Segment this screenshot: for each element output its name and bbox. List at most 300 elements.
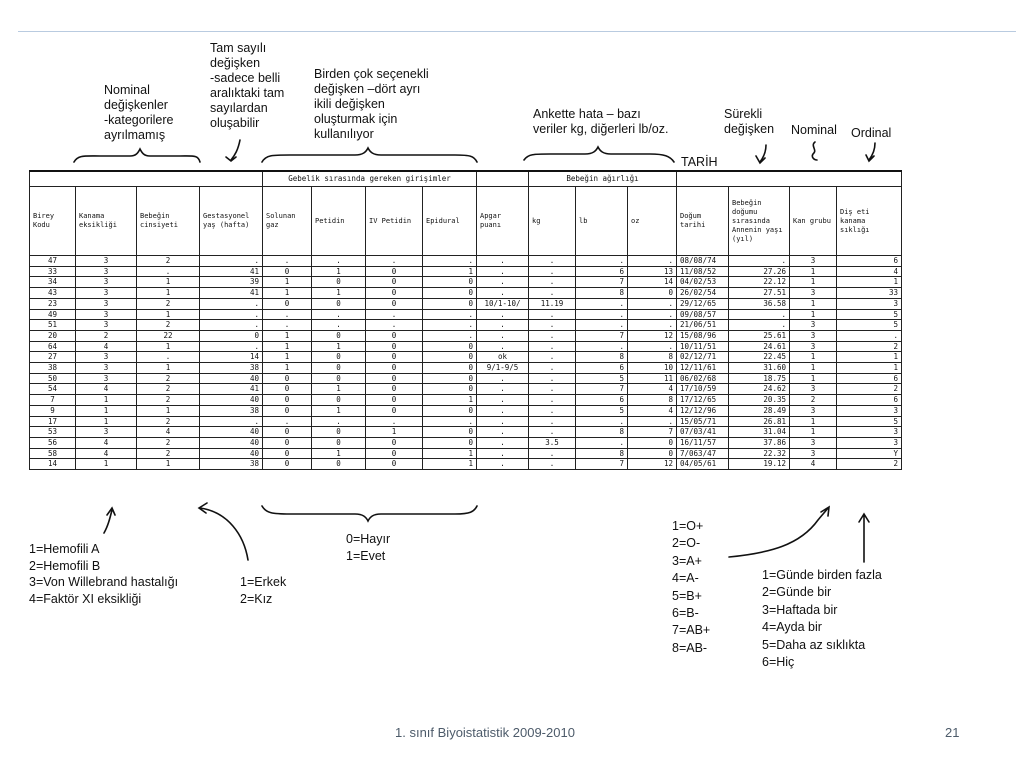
table-cell: 24.62 [729,384,790,395]
table-cell: . [366,416,423,427]
table-cell: 1 [312,288,366,299]
table-cell: 06/02/68 [677,373,729,384]
table-cell: 1 [790,266,837,277]
table-cell: . [477,416,529,427]
table-cell: 4 [76,448,137,459]
legend-sex: 1=Erkek 2=Kız [240,575,287,606]
table-cell: 3 [76,427,137,438]
table-cell: 1 [837,352,902,363]
table-cell: . [477,395,529,406]
table-cell: . [312,309,366,320]
table-cell: 0 [628,437,677,448]
table-cell: 1 [137,405,200,416]
table-cell: 23 [30,298,76,309]
table-cell: 0 [312,298,366,309]
table-cell: 2 [790,395,837,406]
table-cell: 39 [200,277,263,288]
table-cell: 40 [200,373,263,384]
table-cell: 3.5 [529,437,576,448]
table-cell: 3 [837,298,902,309]
table-cell: 12 [628,330,677,341]
table-cell: . [477,277,529,288]
table-cell: 0 [423,437,477,448]
table-cell: 54 [30,384,76,395]
table-cell: 0 [366,288,423,299]
table-cell: 22.12 [729,277,790,288]
col-header-lb: lb [576,187,628,256]
table-cell: . [477,330,529,341]
table-cell: 38 [200,405,263,416]
table-cell: 41 [200,384,263,395]
table-cell: . [529,427,576,438]
table-cell: . [576,437,628,448]
table-cell: . [529,309,576,320]
table-cell: 0 [263,266,312,277]
table-cell: . [477,427,529,438]
table-cell: 1 [137,288,200,299]
col-header-baby-sex: Bebeğin cinsiyeti [137,187,200,256]
table-cell: . [477,320,529,331]
table-cell: . [529,320,576,331]
table-cell: 1 [76,459,137,470]
table-cell: 0 [312,437,366,448]
table-cell: . [576,341,628,352]
table-cell: . [529,363,576,374]
table-cell: . [312,416,366,427]
table-cell: 1 [312,384,366,395]
table-cell: 2 [137,256,200,267]
table-cell: 7/063/47 [677,448,729,459]
table-cell: 43 [30,288,76,299]
table-cell: 9/1-9/5 [477,363,529,374]
table-cell: 0 [366,266,423,277]
table-cell: . [628,309,677,320]
table-cell: 51 [30,320,76,331]
table-cell: . [628,298,677,309]
annotation-multiple-choice: Birden çok seçenekli değişken –dört ayrı ikili değişken oluşturmak için kullanılıyor [314,67,429,141]
table-cell: 18.75 [729,373,790,384]
table-cell: . [200,309,263,320]
table-cell: 2 [837,459,902,470]
table-cell: 07/03/41 [677,427,729,438]
table-cell: 10/1-10/ [477,298,529,309]
table-cell: 6 [576,266,628,277]
table-cell: 6 [837,373,902,384]
table-cell: 12/11/61 [677,363,729,374]
table-cell: . [477,373,529,384]
table-cell: 37.86 [729,437,790,448]
table-cell: 3 [790,405,837,416]
table-cell: 14 [628,277,677,288]
table-cell: . [576,309,628,320]
table-cell: 5 [837,309,902,320]
table-cell: 8 [628,352,677,363]
table-cell: . [529,277,576,288]
table-cell: . [200,256,263,267]
table-cell: 1 [263,330,312,341]
table-cell: Y [837,448,902,459]
table-cell: 3 [790,437,837,448]
legend-blood-group: 1=O+ 2=O- 3=A+ 4=A- 5=B+ 6=B- 7=AB+ 8=AB- [672,519,711,655]
col-header-kg: kg [529,187,576,256]
table-cell: 22 [137,330,200,341]
table-cell: 1 [790,363,837,374]
table-cell: . [477,405,529,416]
table-cell: 04/02/53 [677,277,729,288]
table-cell: 25.61 [729,330,790,341]
table-cell: 3 [76,363,137,374]
table-cell: 4 [76,341,137,352]
table-cell: 1 [837,277,902,288]
table-cell: . [529,330,576,341]
col-header-epidural: Epidural [423,187,477,256]
annotation-survey-error: Ankette hata – bazı veriler kg, diğerleri lb/oz. [533,107,669,136]
table-cell: 21/06/51 [677,320,729,331]
table-cell: 1 [137,309,200,320]
table-cell: 3 [790,330,837,341]
col-header-apgar: Apgar puanı [477,187,529,256]
annotation-continuous: Sürekli değişken [724,107,775,136]
table-cell: 0 [366,448,423,459]
table-cell: 0 [423,373,477,384]
table-cell: . [529,352,576,363]
table-cell: 2 [837,341,902,352]
col-header-pethidine: Petidin [312,187,366,256]
col-header-gestational-age: Gestasyonel yaş (hafta) [200,187,263,256]
annotation-nominal: Nominal değişkenler -kategorilere ayrılmamış [104,83,174,142]
table-cell: . [628,256,677,267]
table-cell: 6 [576,395,628,406]
table-cell: 0 [263,373,312,384]
table-cell: 5 [576,373,628,384]
table-cell: 0 [366,384,423,395]
col-header-oz: oz [628,187,677,256]
table-cell: . [529,288,576,299]
table-cell: 0 [423,298,477,309]
table-cell: 1 [790,309,837,320]
table-cell: 12/12/96 [677,405,729,416]
table-cell: 20 [30,330,76,341]
arrow-blood-group [729,507,829,557]
table-cell: 4 [76,384,137,395]
table-cell: 3 [76,298,137,309]
table-cell: 1 [790,373,837,384]
table-cell: 0 [263,298,312,309]
table-cell: 1 [76,416,137,427]
table-cell: . [529,256,576,267]
table-cell: . [423,309,477,320]
table-cell: . [263,416,312,427]
table-cell: 0 [423,352,477,363]
arrow-sex [199,503,248,560]
table-cell: 3 [790,448,837,459]
table-cell: 08/08/74 [677,256,729,267]
table-cell: 56 [30,437,76,448]
table-cell: 11.19 [529,298,576,309]
arrow-nominal [812,142,817,160]
arrow-integer [226,140,240,161]
table-cell: 1 [837,363,902,374]
table-cell: . [628,416,677,427]
brace-survey-error [524,147,674,162]
table-cell: 16/11/57 [677,437,729,448]
table-cell: 1 [263,363,312,374]
table-cell: 0 [366,459,423,470]
table-cell: 2 [137,448,200,459]
table-cell: . [729,320,790,331]
table-cell: 0 [366,341,423,352]
table-cell: 2 [137,395,200,406]
table-cell: 0 [366,395,423,406]
legend-yes-no: 0=Hayır 1=Evet [346,532,391,563]
footer-text: 1. sınıf Biyoistatistik 2009-2010 [395,725,575,740]
table-cell: 0 [263,427,312,438]
table-cell: 02/12/71 [677,352,729,363]
table-cell: . [423,330,477,341]
table-cell: 0 [366,363,423,374]
col-header-birth-date: Doğum tarihi [677,187,729,256]
table-cell: 1 [137,459,200,470]
table-cell: 2 [137,384,200,395]
table-cell: 53 [30,427,76,438]
table-cell: 3 [76,309,137,320]
table-cell: 27 [30,352,76,363]
table-cell: 0 [366,330,423,341]
table-cell: 7 [628,427,677,438]
table-cell: 2 [76,330,137,341]
group-header-interventions: Gebelik sırasında gereken girişimler [263,171,477,187]
table-cell: 7 [576,459,628,470]
table-cell: 7 [576,330,628,341]
table-cell: 3 [790,288,837,299]
table-cell: 2 [137,437,200,448]
table-cell: 22.45 [729,352,790,363]
table-cell: . [837,330,902,341]
table-cell: 0 [312,352,366,363]
table-cell: 1 [790,298,837,309]
table-cell: 1 [263,341,312,352]
table-cell: 0 [423,363,477,374]
table-cell: . [477,266,529,277]
table-cell: 3 [790,341,837,352]
table-cell: 27.51 [729,288,790,299]
table-cell: 1 [263,352,312,363]
table-cell: 41 [200,266,263,277]
table-cell: . [477,459,529,470]
table-cell: 1 [790,352,837,363]
table-cell: 0 [366,298,423,309]
col-header-blood-group: Kan grubu [790,187,837,256]
table-cell: 0 [312,427,366,438]
table-cell: 0 [312,277,366,288]
table-cell: . [312,256,366,267]
table-cell: 0 [263,437,312,448]
table-cell: 1 [790,277,837,288]
table-cell: 09/08/57 [677,309,729,320]
table-cell: 26.81 [729,416,790,427]
table-cell: 8 [576,288,628,299]
table-cell: . [366,309,423,320]
table-cell: 41 [200,288,263,299]
table-cell: 1 [423,459,477,470]
table-cell: ok [477,352,529,363]
table-cell: 0 [423,341,477,352]
table-cell: 1 [263,288,312,299]
table-cell: . [529,416,576,427]
table-cell: 10 [628,363,677,374]
table-cell: 0 [263,405,312,416]
table-cell: 64 [30,341,76,352]
legend-gum-bleeding: 1=Günde birden fazla 2=Günde bir 3=Haftada bir 4=Ayda bir 5=Daha az sıklıkta 6=Hiç [762,568,882,670]
table-cell: . [366,256,423,267]
table-cell: 17 [30,416,76,427]
table-cell: 3 [790,384,837,395]
table-cell: 14 [30,459,76,470]
table-cell: 4 [628,405,677,416]
table-cell: 17/10/59 [677,384,729,395]
table-cell: . [200,416,263,427]
table-cell: 22.32 [729,448,790,459]
table-cell: 3 [790,320,837,331]
table-cell: 58 [30,448,76,459]
col-header-bleeding-deficiency: Kanama eksikliği [76,187,137,256]
table-cell: . [423,320,477,331]
table-cell: . [200,298,263,309]
table-cell: 19.12 [729,459,790,470]
col-header-iv-pethidine: IV Petidin [366,187,423,256]
table-cell: 36.58 [729,298,790,309]
table-cell: 2 [837,384,902,395]
brace-nominal [74,149,200,162]
table-cell: 34 [30,277,76,288]
table-cell: . [477,256,529,267]
table-cell: 2 [137,298,200,309]
table-cell: . [529,395,576,406]
table-cell: . [312,320,366,331]
table-cell: 47 [30,256,76,267]
table-cell: 28.49 [729,405,790,416]
table-cell: 12 [628,459,677,470]
table-cell: 3 [837,437,902,448]
page-number: 21 [945,725,960,740]
table-cell: 4 [137,427,200,438]
table-cell: . [529,405,576,416]
table-cell: . [729,309,790,320]
table-cell: . [529,373,576,384]
table-cell: 15/05/71 [677,416,729,427]
table-cell: 24.61 [729,341,790,352]
table-cell: 50 [30,373,76,384]
table-cell: . [477,384,529,395]
table-cell: 1 [76,395,137,406]
table-cell: . [423,256,477,267]
table-cell: 0 [423,427,477,438]
table-cell: 3 [76,320,137,331]
table-cell: 49 [30,309,76,320]
table-cell: 20.35 [729,395,790,406]
table-cell: 33 [837,288,902,299]
table-cell: 1 [312,448,366,459]
col-header-inhaled-gas: Solunan gaz [263,187,312,256]
table-cell: 38 [30,363,76,374]
table-cell: 17/12/65 [677,395,729,406]
arrow-continuous [756,145,766,163]
table-cell: 0 [366,352,423,363]
table-cell: . [477,341,529,352]
table-cell: 1 [790,416,837,427]
table-cell: 38 [200,363,263,374]
arrow-ordinal [866,143,875,161]
table-cell: 3 [76,288,137,299]
table-cell: 38 [200,459,263,470]
annotation-ordinal: Ordinal [851,126,892,140]
table-cell: 0 [366,437,423,448]
table-cell: 40 [200,448,263,459]
table-cell: . [137,266,200,277]
table-cell: 1 [137,363,200,374]
table-cell: 1 [423,266,477,277]
table-cell: 5 [837,320,902,331]
table-cell: . [529,266,576,277]
annotation-nominal-2: Nominal [791,123,837,137]
table-cell: . [729,256,790,267]
table-cell: 8 [576,352,628,363]
table-cell: 3 [76,256,137,267]
table-cell: 29/12/65 [677,298,729,309]
table-cell: . [423,416,477,427]
table-cell: 04/05/61 [677,459,729,470]
table-cell: 40 [200,437,263,448]
table-cell: 4 [790,459,837,470]
col-header-subject-code: Birey Kodu [30,187,76,256]
table-cell: . [628,320,677,331]
table-cell: 0 [423,405,477,416]
table-cell: . [477,288,529,299]
table-cell: 1 [423,395,477,406]
table-cell: . [200,320,263,331]
table-cell: . [477,309,529,320]
table-cell: 1 [76,405,137,416]
table-cell: . [366,320,423,331]
table-cell: 5 [576,405,628,416]
table-cell: . [477,448,529,459]
arrow-bleeding [104,508,115,533]
table-cell: . [477,437,529,448]
arrow-gum-bleeding [859,514,869,562]
table-cell: 0 [312,330,366,341]
annotation-integer-variable: Tam sayılı değişken -sadece belli aralıktaki tam sayılardan oluşabilir [210,41,285,130]
table-cell: 31.04 [729,427,790,438]
table-cell: 0 [366,277,423,288]
table-cell: 0 [263,384,312,395]
table-cell: 0 [628,448,677,459]
table-cell: . [576,298,628,309]
table-cell: . [576,256,628,267]
table-cell: 10/11/51 [677,341,729,352]
col-header-gum-bleeding: Diş eti kanama sıklığı [837,187,902,256]
table-cell: 1 [263,277,312,288]
table-cell: 0 [366,373,423,384]
table-cell: . [576,416,628,427]
table-cell: 1 [423,448,477,459]
table-cell: 0 [423,384,477,395]
table-cell: 2 [137,320,200,331]
table-cell: 4 [628,384,677,395]
table-cell: 0 [366,405,423,416]
annotation-date: TARİH [681,155,718,169]
table-cell: . [628,341,677,352]
brace-multiple-choice [262,148,477,162]
